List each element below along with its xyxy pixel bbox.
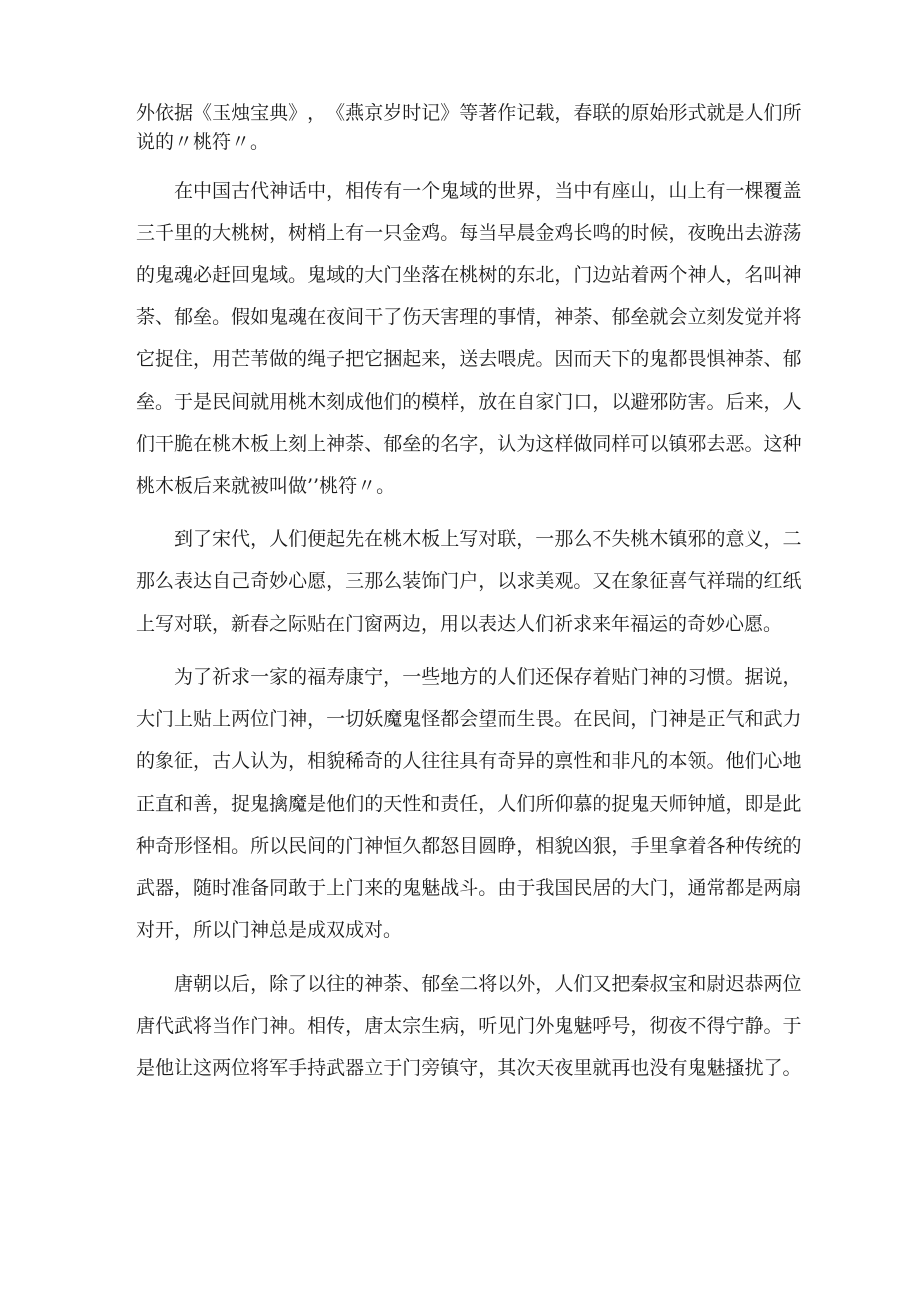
paragraph-4-line-2: 大 门 上 贴 上 两 位 门 神 ， 一 切 妖 魔 鬼 怪 都 会 望 而 生 畏 。 在 民 间 ， 门 神 是 正 气 和 武 力	[136, 708, 802, 730]
paragraph-3-line-3: 上写对联，新春之际贴在门窗两边，用以表达人们祈求来年福运的奇妙心愿。	[136, 613, 783, 635]
paragraph-4-line-1: 为 了 祈 求 一 家 的 福 寿 康 宁 ， 一 些 地 方 的 人 们 还 保 存 着 贴 门 神 的 习 惯 。 据 说 ，	[174, 666, 802, 688]
paragraph-4-line-7: 对开，所以门神总是成双成对。	[136, 919, 403, 941]
paragraph-4-line-6: 武 器 ， 随 时 准 备 同 敢 于 上 门 来 的 鬼 魅 战 斗 。 由 于 我 国 民 居 的 大 门 ， 通 常 都 是 两 扇	[136, 877, 802, 899]
paragraph-3-line-1: 到 了 宋 代 ， 人 们 便 起 先 在 桃 木 板 上 写 对 联 ， 一 那 么 不 失 桃 木 镇 邪 的 意 义 ， 二	[174, 528, 802, 550]
paragraph-1-line-2: 说的〃桃符〃。	[136, 131, 270, 153]
paragraph-2-line-7: 们 干 脆 在 桃 木 板 上 刻 上 神 荼 、 郁 垒 的 名 字 ， 认 为 这 样 做 同 样 可 以 镇 邪 去 恶 。 这 种	[136, 433, 802, 455]
paragraph-2-line-1: 在 中 国 古 代 神 话 中 ， 相 传 有 一 个 鬼 域 的 世 界 ， 当 中 有 座 山 ， 山 上 有 一 棵 覆 盖	[174, 180, 802, 202]
paragraph-2-line-5: 它 捉 住 ， 用 芒 苇 做 的 绳 子 把 它 捆 起 来 ， 送 去 喂 虎 。 因 而 天 下 的 鬼 都 畏 惧 神 荼 、 郁	[136, 348, 802, 370]
paragraph-5-line-2: 唐 代 武 将 当 作 门 神 。 相 传 ， 唐 太 宗 生 病 ， 听 见 门 外 鬼 魅 呼 号 ， 彻 夜 不 得 宁 静 。 于	[136, 1015, 802, 1037]
paragraph-2-line-6: 垒 。 于 是 民 间 就 用 桃 木 刻 成 他 们 的 模 样 ， 放 在 自 家 门 口 ， 以 避 邪 防 害 。 后 来 ， 人	[136, 391, 802, 413]
paragraph-1-line-1: 外 依 据 《 玉 烛 宝 典 》 ， 《 燕 京 岁 时 记 》 等 著 作 记 载 ， 春 联 的 原 始 形 式 就 是 人 们 所	[136, 102, 802, 124]
paragraph-5-line-1: 唐 朝 以 后 ， 除 了 以 往 的 神 荼 、 郁 垒 二 将 以 外 ， 人 们 又 把 秦 叔 宝 和 尉 迟 恭 两 位	[174, 973, 802, 995]
paragraph-2-line-2: 三 千 里 的 大 桃 树 ， 树 梢 上 有 一 只 金 鸡 。 每 当 早 晨 金 鸡 长 鸣 的 时 候 ， 夜 晚 出 去 游 荡	[136, 222, 802, 244]
paragraph-2-line-4: 荼 、 郁 垒 。 假 如 鬼 魂 在 夜 间 干 了 伤 天 害 理 的 事 情 ， 神 荼 、 郁 垒 就 会 立 刻 发 觉 并 将	[136, 306, 802, 328]
paragraph-2-line-3: 的 鬼 魂 必 赶 回 鬼 域 。 鬼 域 的 大 门 坐 落 在 桃 树 的 东 北 ， 门 边 站 着 两 个 神 人 ， 名 叫 神	[136, 264, 802, 286]
paragraph-4-line-5: 种 奇 形 怪 相 。 所 以 民 间 的 门 神 恒 久 都 怒 目 圆 睁 ， 相 貌 凶 狠 ， 手 里 拿 着 各 种 传 统 的	[136, 835, 802, 857]
paragraph-4-line-4: 正 直 和 善 ， 捉 鬼 擒 魔 是 他 们 的 天 性 和 责 任 ， 人 们 所 仰 慕 的 捉 鬼 天 师 钟 馗 ， 即 是 此	[136, 793, 802, 815]
paragraph-2-line-8: 桃木板后来就被叫做’’桃符〃。	[136, 475, 396, 497]
paragraph-5-line-3: 是 他 让 这 两 位 将 军 手 持 武 器 立 于 门 旁 镇 守 ， 其 次 天 夜 里 就 再 也 没 有 鬼 魅 搔 扰 了 。	[136, 1057, 802, 1079]
paragraph-4-line-3: 的 象 征 ， 古 人 认 为 ， 相 貌 稀 奇 的 人 往 往 具 有 奇 异 的 禀 性 和 非 凡 的 本 领 。 他 们 心 地	[136, 750, 802, 772]
paragraph-3-line-2: 那 么 表 达 自 己 奇 妙 心 愿 ， 三 那 么 装 饰 门 户 ， 以 求 美 观 。 又 在 象 征 喜 气 祥 瑞 的 红 纸	[136, 570, 802, 592]
